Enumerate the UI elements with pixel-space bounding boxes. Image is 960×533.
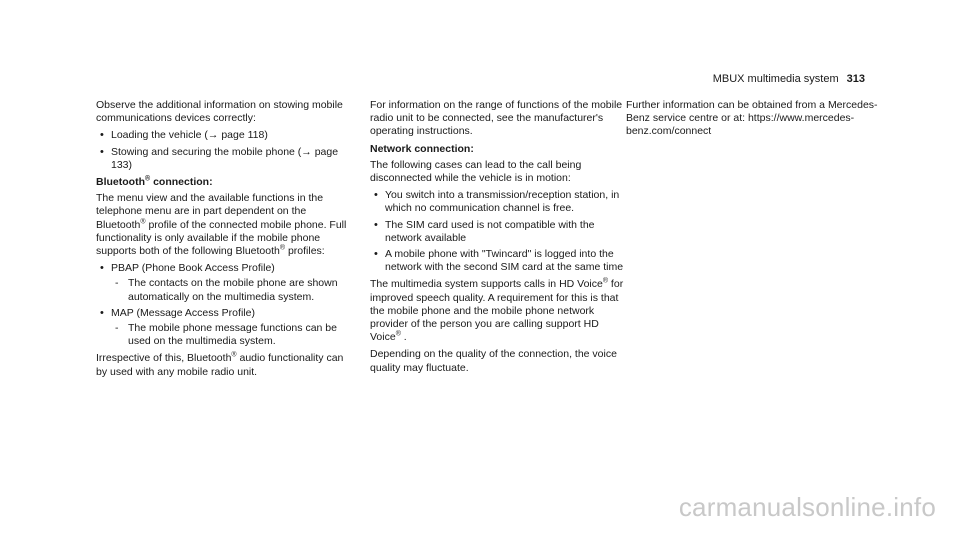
list-item: • You switch into a transmission/reception station, in which no communication channel is free. <box>385 189 625 215</box>
text-run: The multimedia system supports calls in HD Voice <box>370 278 603 291</box>
list-item <box>111 262 351 304</box>
intro-paragraph: For information on the range of functions of the mobile radio unit to be connected, see the manufacturer's operating instructions. <box>370 99 623 138</box>
sub-list <box>111 277 351 303</box>
service-paragraph: Further information can be obtained from a Mercedes-Benz service centre or at: https://www.mercedes-benz.com/connect <box>626 99 878 138</box>
bluetooth-heading <box>96 176 351 189</box>
intro-paragraph: Observe the additional information on stowing mobile communications devices correctly: <box>96 99 343 125</box>
quality-paragraph: Depending on the quality of the connection, the voice quality may fluctuate. <box>370 348 617 374</box>
network-paragraph: The following cases can lead to the call being disconnected while the vehicle is in motion: <box>370 158 582 185</box>
text-run: The menu view and the available functions in the telephone menu are in part dependent on the Bluetooth <box>96 192 324 231</box>
registered-mark: ® <box>395 330 401 338</box>
sub-list-item: - The contacts on the mobile phone are shown automatically on the multimedia system. <box>128 277 351 303</box>
registered-mark: ® <box>602 277 609 285</box>
registered-mark: ® <box>231 351 237 359</box>
text-run: profile of the connected mobile phone. Full functionality is only available if the mobile phone supports both of the following Bluetooth <box>96 218 347 258</box>
hd-voice-paragraph <box>370 278 625 344</box>
page-header <box>713 73 865 85</box>
text-run: for improved speech quality. A requirement for this is that the mobile phone and the mobile phone network provider of the person you are calling support HD Voice <box>370 278 624 344</box>
list-item: • Loading the vehicle (→ page 118) <box>111 129 351 142</box>
section-title: MBUX multimedia system <box>712 73 839 85</box>
list-item: • A mobile phone with "Twincard" is logged into the network with the second SIM card at the same time <box>385 248 625 274</box>
stowing-list <box>96 129 351 172</box>
registered-mark: ® <box>279 244 286 252</box>
profile-map: MAP (Message Access Profile) <box>111 306 255 319</box>
column-left <box>96 99 351 383</box>
page-number: 313 <box>846 73 865 85</box>
registered-mark: ® <box>140 218 146 226</box>
audio-paragraph <box>96 352 351 378</box>
text-run: . <box>400 331 407 344</box>
profiles-list <box>96 262 351 348</box>
sub-list <box>111 322 351 348</box>
column-right <box>626 99 881 143</box>
registered-mark: ® <box>145 175 151 183</box>
bluetooth-paragraph <box>96 192 351 258</box>
list-item: • The SIM card used is not compatible with the network available <box>385 219 625 245</box>
profile-pbap: PBAP (Phone Book Access Profile) <box>111 262 275 275</box>
column-middle <box>370 99 625 379</box>
text-run: Irrespective of this, Bluetooth <box>96 352 232 365</box>
sub-list-item: - The mobile phone message functions can be used on the multimedia system. <box>128 322 351 348</box>
list-item: • Stowing and securing the mobile phone (→ page 133) <box>111 146 351 172</box>
text-run: profiles: <box>285 245 325 258</box>
text-run: audio functionality can by used with any mobile radio unit. <box>96 352 344 378</box>
list-item <box>111 307 351 349</box>
heading-text: Bluetooth <box>96 176 145 189</box>
network-heading: Network connection: <box>370 142 474 155</box>
watermark: carmanualsonline.info <box>678 492 936 522</box>
heading-text: connection: <box>150 176 213 189</box>
disconnect-list <box>370 189 625 274</box>
